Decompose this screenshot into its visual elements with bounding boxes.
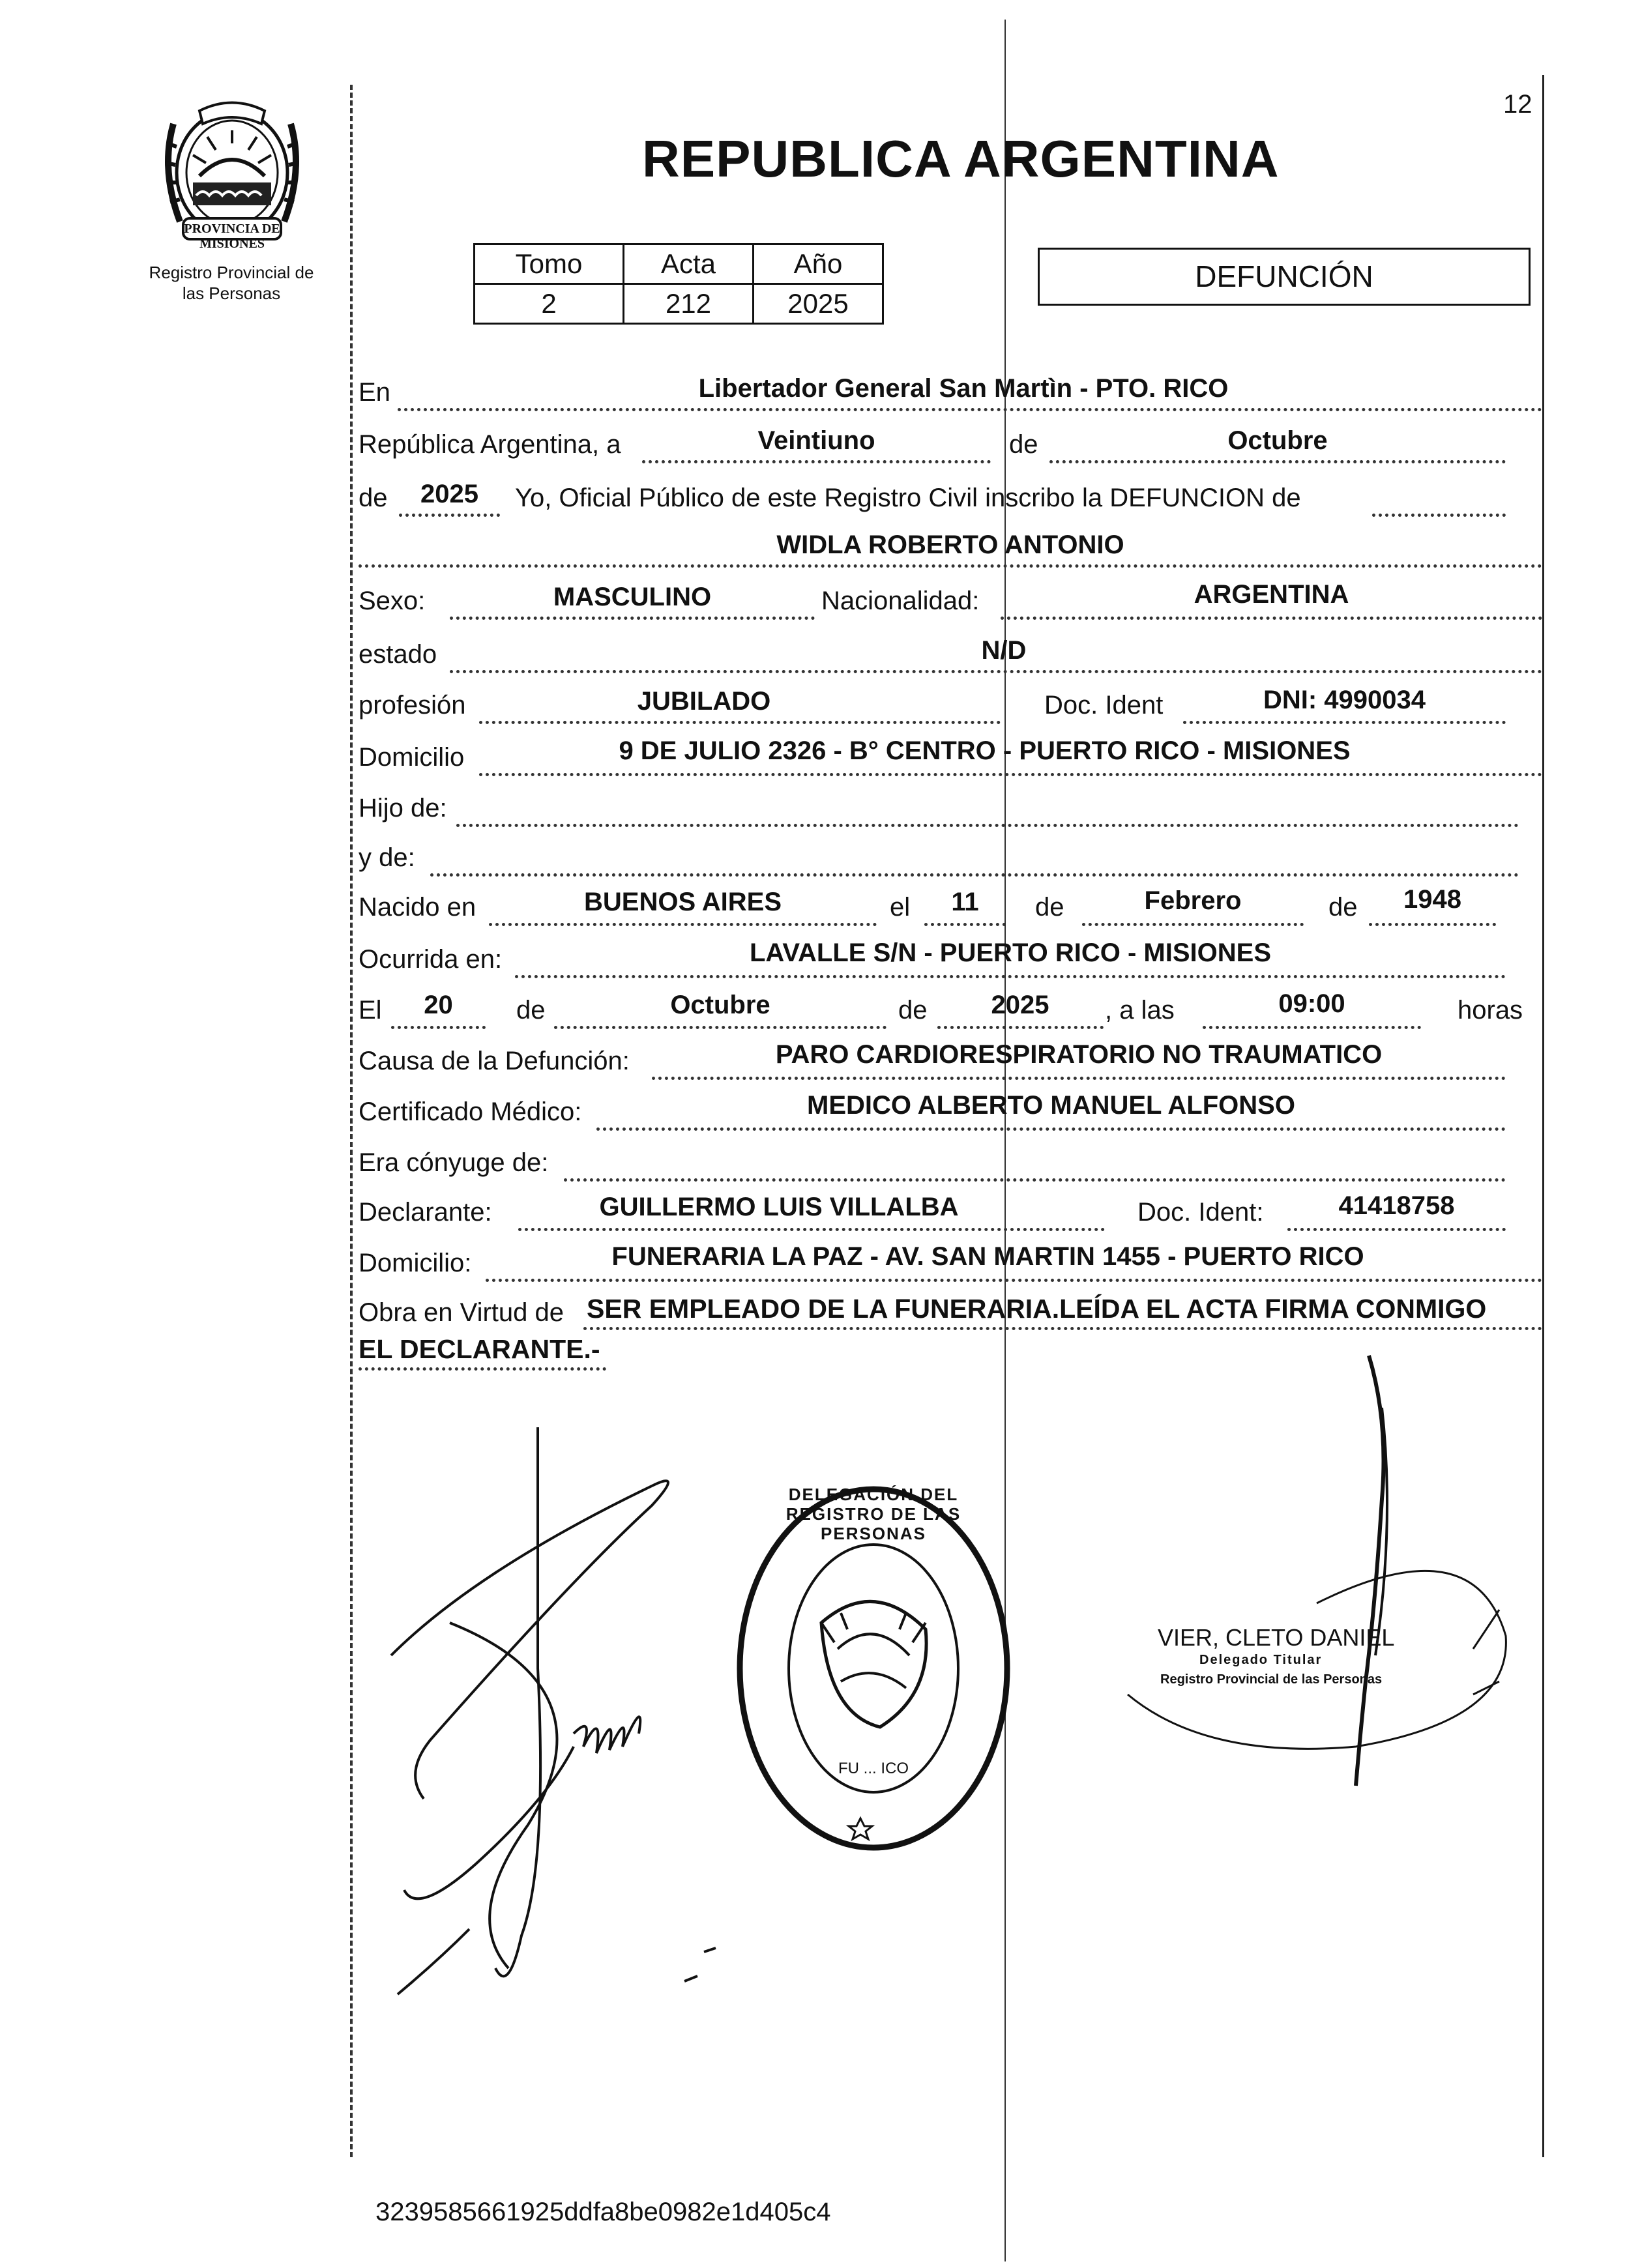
death-el: El: [359, 996, 382, 1025]
obra-line-2: EL DECLARANTE.-: [359, 1334, 600, 1364]
causa-line: [652, 1077, 1506, 1080]
record-value-acta: 212: [624, 284, 754, 324]
record-value-tomo: 2: [475, 284, 624, 324]
hijo-line: [456, 824, 1519, 827]
day-words: Veintiuno: [757, 426, 875, 455]
republica-label: República Argentina, a: [359, 430, 621, 459]
declarant-signature: [378, 1408, 743, 2007]
officer-name: VIER, CLETO DANIEL: [1158, 1624, 1395, 1651]
certificado: MEDICO ALBERTO MANUEL ALFONSO: [807, 1091, 1295, 1120]
birth-year-line: [1369, 923, 1496, 926]
day-line: [642, 460, 991, 463]
ocurrida: LAVALLE S/N - PUERTO RICO - MISIONES: [749, 938, 1272, 967]
death-month: Octubre: [670, 991, 770, 1019]
death-day: 20: [424, 991, 453, 1019]
doc-line: [1183, 721, 1506, 724]
oficial-text: Yo, Oficial Público de este Registro Civil inscribo la DEFUNCION de: [515, 484, 1301, 512]
causa-label: Causa de la Defunción:: [359, 1047, 630, 1075]
nacionalidad: ARGENTINA: [1194, 580, 1349, 609]
death-de-1: de: [516, 996, 546, 1025]
stamp-ring-text: DELEGACIÓN DEL REGISTRO DE LAS PERSONAS: [785, 1485, 961, 1543]
nacido-line: [489, 923, 877, 926]
ocurrida-label: Ocurrida en:: [359, 945, 503, 974]
officer-title: Delegado Titular: [1199, 1653, 1323, 1667]
decl-doc-label: Doc. Ident:: [1137, 1198, 1264, 1227]
birth-de-1: de: [1035, 893, 1064, 922]
record-header-tomo: Tomo: [475, 244, 624, 284]
left-margin-line: [350, 85, 353, 2157]
nacionalidad-line: [1001, 617, 1542, 620]
act-type-box: [1038, 248, 1531, 306]
obra-line-2-underline: [359, 1367, 606, 1371]
month-line: [1049, 460, 1506, 463]
crest-title: PROVINCIA DE MISIONES: [184, 222, 280, 251]
estado-line: [450, 670, 1542, 673]
decl-doc-line: [1287, 1228, 1506, 1231]
death-time: 09:00: [1278, 989, 1345, 1018]
year: 2025: [420, 480, 478, 508]
de-label: de: [1009, 430, 1038, 459]
nacido: BUENOS AIRES: [583, 888, 782, 916]
center-fold-line: [1004, 20, 1006, 2261]
hijo-label: Hijo de:: [359, 794, 447, 822]
death-de-2: de: [898, 996, 928, 1025]
record-table: [473, 243, 884, 325]
birth-day: 11: [951, 888, 979, 916]
birth-de-2: de: [1328, 893, 1358, 922]
oficial-line: [1372, 514, 1506, 517]
profesion-label: profesión: [359, 691, 466, 720]
right-margin-line: [1542, 75, 1544, 2157]
profesion: JUBILADO: [637, 687, 771, 716]
ocurrida-line: [515, 975, 1506, 978]
doc: DNI: 4990034: [1263, 686, 1426, 714]
conyuge-label: Era cónyuge de:: [359, 1148, 549, 1177]
death-year: 2025: [991, 991, 1049, 1019]
officer-registry: Registro Provincial de las Personas: [1160, 1672, 1383, 1687]
footer-hash: 3239585661925ddfa8be0982e1d405c4: [375, 2198, 831, 2226]
decl-doc: 41418758: [1338, 1191, 1455, 1220]
declarante: GUILLERMO LUIS VILLALBA: [599, 1193, 959, 1221]
nacido-label: Nacido en: [359, 893, 476, 922]
deceased-name: WIDLA ROBERTO ANTONIO: [776, 531, 1124, 559]
obra-line-1: SER EMPLEADO DE LA FUNERARIA.LEÍDA EL ACTA FIRMA CONMIGO: [587, 1294, 1487, 1324]
official-stamp: [730, 1479, 1017, 1857]
decl-domicilio-line: [486, 1279, 1542, 1282]
year-prefix: de: [359, 484, 388, 512]
registry-line-1: Registro Provincial de: [149, 263, 314, 282]
el-label: el: [890, 893, 911, 922]
record-header-anio: Año: [754, 244, 883, 284]
sexo-line: [450, 617, 815, 620]
certificado-line: [596, 1127, 1506, 1131]
estado: N/D: [981, 636, 1027, 665]
sexo: MASCULINO: [553, 583, 712, 611]
record-value-anio: 2025: [754, 284, 883, 324]
causa: PARO CARDIORESPIRATORIO NO TRAUMATICO: [775, 1040, 1383, 1069]
domicilio: 9 DE JULIO 2326 - B° CENTRO - PUERTO RICO - MISIONES: [619, 736, 1351, 765]
decl-domicilio: FUNERARIA LA PAZ - AV. SAN MARTIN 1455 - PUERTO RICO: [611, 1242, 1364, 1271]
death-year-line: [937, 1026, 1104, 1029]
en-value: Libertador General San Martìn - PTO. RICO: [698, 374, 1229, 403]
year-line: [399, 514, 500, 517]
birth-day-line: [924, 923, 1006, 926]
domicilio-label: Domicilio: [359, 743, 465, 772]
act-type: DEFUNCIÓN: [1195, 259, 1373, 293]
decl-domicilio-label: Domicilio:: [359, 1249, 472, 1277]
birth-month-line: [1082, 923, 1304, 926]
profesion-line: [479, 721, 1001, 724]
birth-month: Febrero: [1144, 886, 1242, 915]
obra-label: Obra en Virtud de: [359, 1298, 564, 1327]
death-month-line: [554, 1026, 887, 1029]
en-label: En: [359, 378, 390, 407]
registry-line-2: las Personas: [182, 284, 281, 303]
month: Octubre: [1227, 426, 1328, 455]
nacionalidad-label: Nacionalidad:: [821, 587, 980, 615]
yde-line: [430, 873, 1519, 877]
en-line: [398, 408, 1542, 411]
sexo-label: Sexo:: [359, 587, 426, 615]
doc-label: Doc. Ident: [1044, 691, 1164, 720]
estado-label: estado: [359, 640, 437, 669]
certificado-label: Certificado Médico:: [359, 1098, 582, 1126]
province-crest: [154, 98, 310, 251]
death-day-line: [391, 1026, 486, 1029]
alas-label: , a las: [1105, 996, 1175, 1025]
domicilio-line: [479, 773, 1542, 776]
birth-year: 1948: [1403, 885, 1461, 914]
officer-signature: [1108, 1330, 1525, 1799]
stamp-inner-text: FU ... ICO: [838, 1760, 909, 1777]
record-header-acta: Acta: [624, 244, 754, 284]
registry-name: [121, 262, 342, 304]
name-line: [359, 564, 1542, 568]
yde-label: y de:: [359, 843, 415, 872]
conyuge-line: [564, 1178, 1506, 1182]
declarante-line: [518, 1228, 1105, 1231]
page-title: REPUBLICA ARGENTINA: [642, 130, 1280, 188]
death-time-line: [1203, 1026, 1421, 1029]
page-number: 12: [1503, 90, 1532, 119]
horas-label: horas: [1458, 996, 1523, 1025]
declarante-label: Declarante:: [359, 1198, 492, 1227]
